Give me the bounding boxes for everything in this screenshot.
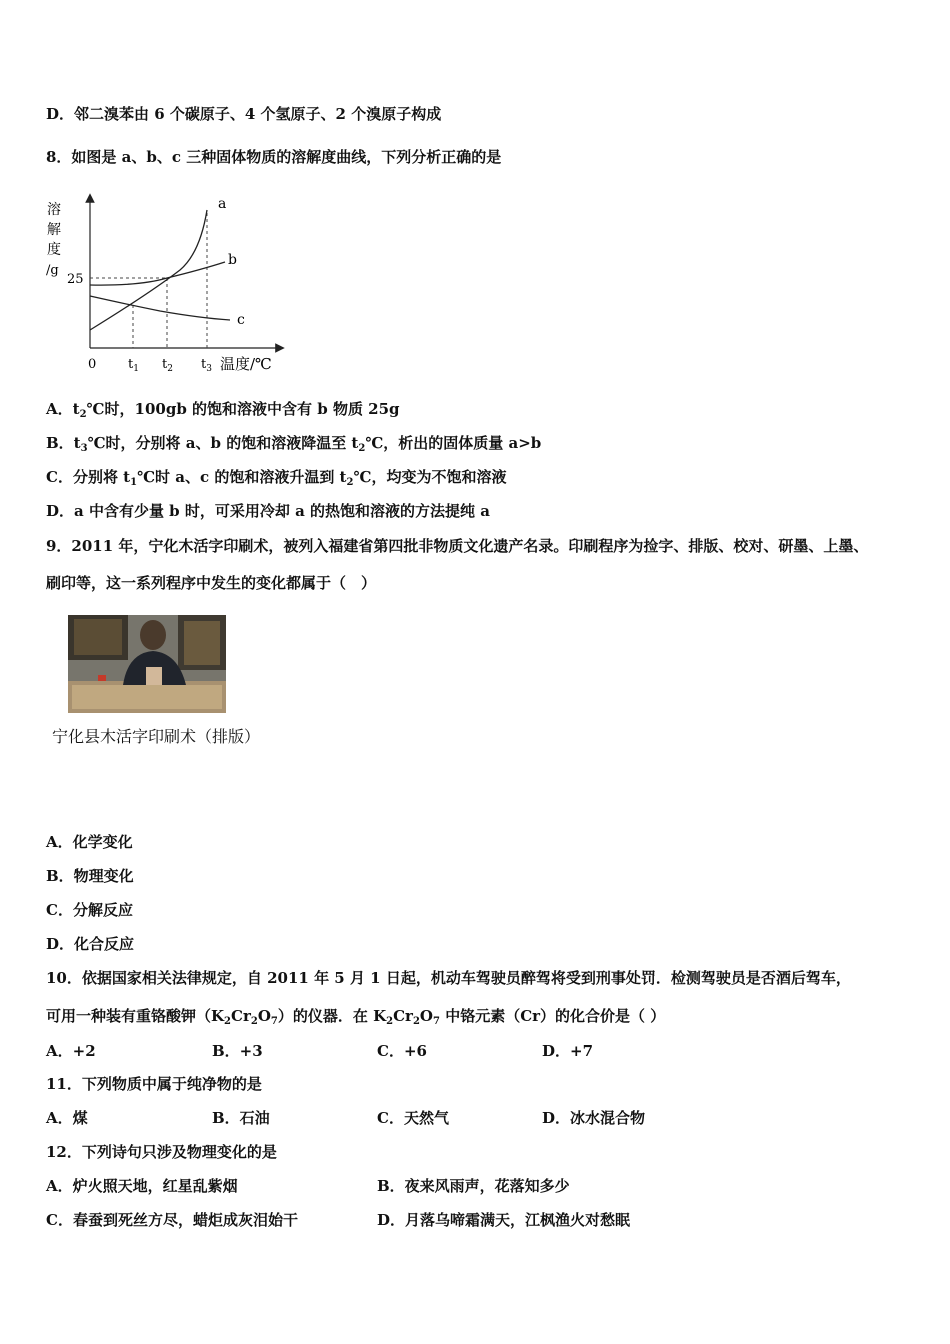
y-label-3: 度 [47,242,61,258]
x-axis-label: 温度/℃ [220,355,272,373]
q12-option-a: A．炉火照天地，红星乱紫烟 [46,1177,238,1195]
q11-stem: 11．下列物质中属于纯净物的是 [46,1075,262,1093]
q11-option-b: B．石油 [212,1109,270,1127]
y-tick-25: 25 [67,272,84,287]
curve-b [90,262,225,285]
y-label-1: 溶 [47,202,61,218]
label-c: c [237,312,245,328]
q8-stem: 8．如图是 a、b、c 三种固体物质的溶解度曲线，下列分析正确的是 [46,148,502,166]
x-tick-0: 0 [88,357,97,372]
q9-stem-line1: 9．2011 年，宁化木活字印刷术，被列入福建省第四批非物质文化遗产名录。印刷程序为捡字、排版、校对、研墨、上墨、 [46,537,869,555]
q11-option-d: D．冰水混合物 [542,1109,646,1127]
q9-option-a: A．化学变化 [46,833,133,851]
q11-option-c: C．天然气 [377,1109,449,1127]
q9-option-b: B．物理变化 [46,867,134,885]
x-tick-t3: $t_3$ [201,357,212,374]
q8-option-b: B．$t_3℃$时，分别将 a、b 的饱和溶液降温至 $t_2℃$，析出的固体质量 a>b [46,434,542,454]
q8-option-c: C．分别将 $t_1℃$时 a、c 的饱和溶液升温到 $t_2℃$，均变为不饱和溶液 [46,468,507,488]
q9-option-d: D．化合反应 [46,935,135,953]
q10-stem-line2: 可用一种装有重铬酸钾$(K_2Cr_2O_7)$的仪器．在 $K_2Cr_2O_7$ 中铬元素（Cr）的化合价是（ ） [46,1007,666,1027]
q12-stem: 12．下列诗句只涉及物理变化的是 [46,1143,277,1161]
q10-option-b: B．+3 [212,1042,263,1060]
q9-stem-line2: 刷印等，这一系列程序中发生的变化都属于（ ） [46,574,377,592]
q10-option-c: C．+6 [377,1042,427,1060]
label-b: b [228,252,237,268]
photo-caption: 宁化县木活字印刷术（排版） [52,727,261,746]
q7-option-d: D．邻二溴苯由 6 个碳原子、4 个氢原子、2 个溴原子构成 [46,105,442,123]
solubility-chart [40,188,290,378]
q9-option-c: C．分解反应 [46,901,133,919]
label-a: a [218,196,227,212]
q12-option-c: C．春蚕到死丝方尽，蜡炬成灰泪始干 [46,1211,298,1229]
q12-option-b: B．夜来风雨声，花落知多少 [377,1177,570,1195]
x-tick-t1: $t_1$ [128,357,139,374]
y-label-4: /g [46,263,59,278]
q8-option-a: A．$t_2℃$时，100gb 的饱和溶液中含有 b 物质 25g [46,400,400,420]
curve-a [90,210,207,330]
q10-stem-line1: 10．依据国家相关法律规定，自 2011 年 5 月 1 日起，机动车驾驶员醉驾将受到刑事处罚．检测驾驶员是否酒后驾车， [46,969,851,987]
x-tick-t2: $t_2$ [162,357,173,374]
q11-option-a: A．煤 [46,1109,88,1127]
q10-option-d: D．+7 [542,1042,594,1060]
q10-option-a: A．+2 [46,1042,96,1060]
q12-option-d: D．月落乌啼霜满天，江枫渔火对愁眠 [377,1211,631,1229]
woodblock-printing-photo [68,615,226,713]
q8-option-d: D．a 中含有少量 b 时，可采用冷却 a 的热饱和溶液的方法提纯 a [46,502,490,520]
y-label-2: 解 [47,222,61,238]
